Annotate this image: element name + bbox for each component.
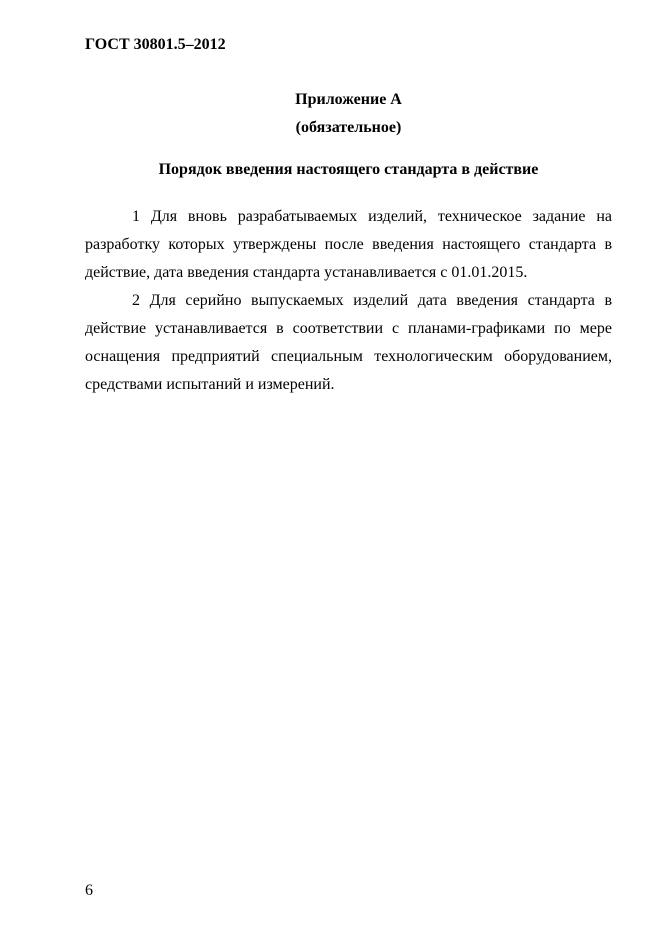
appendix-body — [85, 203, 612, 399]
page-number: 6 — [85, 882, 93, 899]
appendix-status: (обязательное) — [295, 119, 402, 136]
appendix-title: Приложение А — [295, 91, 402, 108]
document-header: ГОСТ 30801.5–2012 — [85, 36, 226, 53]
appendix-heading: Порядок введения настоящего стандарта в действие — [158, 161, 539, 178]
paragraph-1: 1 Для вновь разрабатываемых изделий, техническое задание на разработку которых утверждены после введения настоящего стандарта в действие, дата введения стандарта устанавливается с 01.01.2015. — [85, 208, 612, 281]
paragraph-2: 2 Для серийно выпускаемых изделий дата введения стандарта в действие устанавливается в соответствии с планами-графиками по мере оснащения предприятий специальным технологическим оборудованием, средствами испытаний и измерений. — [85, 292, 612, 393]
